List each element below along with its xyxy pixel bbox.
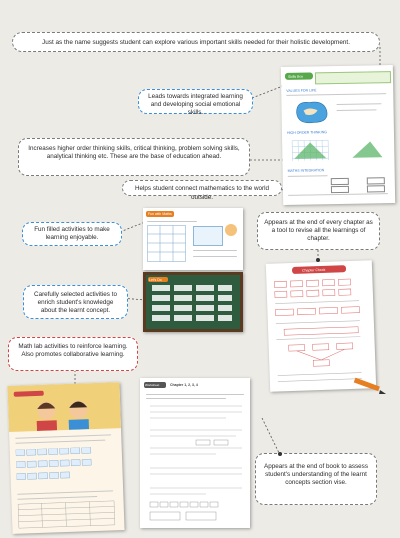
answer-box: [331, 178, 349, 185]
text-line: [288, 193, 388, 196]
text-line: [193, 250, 237, 251]
text-line: [337, 109, 377, 111]
text-line: [146, 398, 226, 399]
chalkboard-grid: [152, 285, 234, 325]
worksheet-thumbnail: [140, 378, 250, 528]
math-lab-thumbnail: [7, 382, 124, 534]
callout-world: Helps student connect mathematics to the world outside.: [122, 180, 282, 196]
callout-chapter-end: Appears at the end of every chapter as a tool to revise all the learnings of chapter.: [257, 212, 380, 250]
text-line: [147, 221, 197, 222]
skills-banner: [285, 72, 313, 79]
worksheet-title: Chapter 1, 2, 3, 4: [170, 383, 198, 387]
pond-illustration: [291, 98, 331, 127]
answer-box: [331, 186, 349, 193]
callout-holistic: Just as the name suggests student can explore various important skills needed for their holistic development.: [12, 32, 380, 52]
text-line: [17, 496, 97, 500]
fun-header-label: Fun with Maths: [148, 212, 172, 216]
callout-hots: Increases higher order thinking skills, critical thinking, problem solving skills, analytical thinking etc. These are the base of education ahead.: [18, 138, 250, 176]
callout-integrated: Leads towards integrated learning and developing social emotional skills.: [138, 89, 253, 114]
values-for-life-label: VALUES FOR LIFE: [286, 88, 317, 93]
fun-page-thumbnail: [143, 208, 243, 270]
callout-mathlab: Math lab activities to reinforce learning. Also promotes collaborative learning.: [8, 337, 138, 371]
chapter-check-thumbnail: [266, 260, 376, 392]
fun-table: [147, 225, 187, 265]
text-line: [15, 440, 105, 444]
activity-header: [148, 277, 168, 282]
chalkboard: [146, 275, 240, 329]
callout-activities: Carefully selected activities to enrich student's knowledge about the learnt concept.: [23, 285, 128, 319]
fun-header: [146, 211, 174, 217]
maths-integration-label: MATHS INTEGRATION: [287, 168, 325, 173]
worksheet-questions: [146, 402, 246, 526]
connector-dot: [278, 452, 282, 456]
skills-banner-label: Skills Box: [287, 74, 304, 79]
text-line: [286, 93, 386, 96]
worksheet-header-label: Worksheet: [145, 383, 160, 387]
worksheet-header: [144, 382, 166, 388]
number-grid: [16, 446, 117, 489]
text-line: [336, 103, 381, 105]
callout-book-end: Appears at the end of book to assess student's understanding of the learnt concepts section vise.: [255, 453, 377, 505]
text-line: [288, 175, 328, 177]
grid-triangles-illustration: [290, 137, 386, 165]
child-face-icon: [225, 224, 237, 236]
callout-fun: Fun filled activities to make learning enjoyable.: [22, 222, 122, 246]
chapter-check-label: Chapter Check: [301, 267, 326, 273]
high-order-thinking-label: HIGH ORDER THINKING: [286, 130, 327, 135]
answer-box: [367, 185, 385, 192]
children-illustration: [18, 394, 111, 431]
skills-page-thumbnail: [281, 65, 395, 205]
text-line: [146, 394, 244, 395]
text-line: [15, 434, 111, 438]
record-table: [18, 500, 119, 529]
text-line: [17, 490, 113, 494]
activity-header-label: Let's Do: [149, 277, 162, 282]
answer-box: [367, 177, 385, 184]
activity-page-thumbnail: [143, 272, 243, 332]
chapter-check-header: [292, 265, 346, 274]
fun-note-box: [193, 226, 223, 246]
chapter-check-content: [272, 276, 370, 387]
skills-intro-box: [315, 71, 391, 84]
pencil-icon: [352, 376, 388, 396]
text-line: [193, 256, 237, 257]
